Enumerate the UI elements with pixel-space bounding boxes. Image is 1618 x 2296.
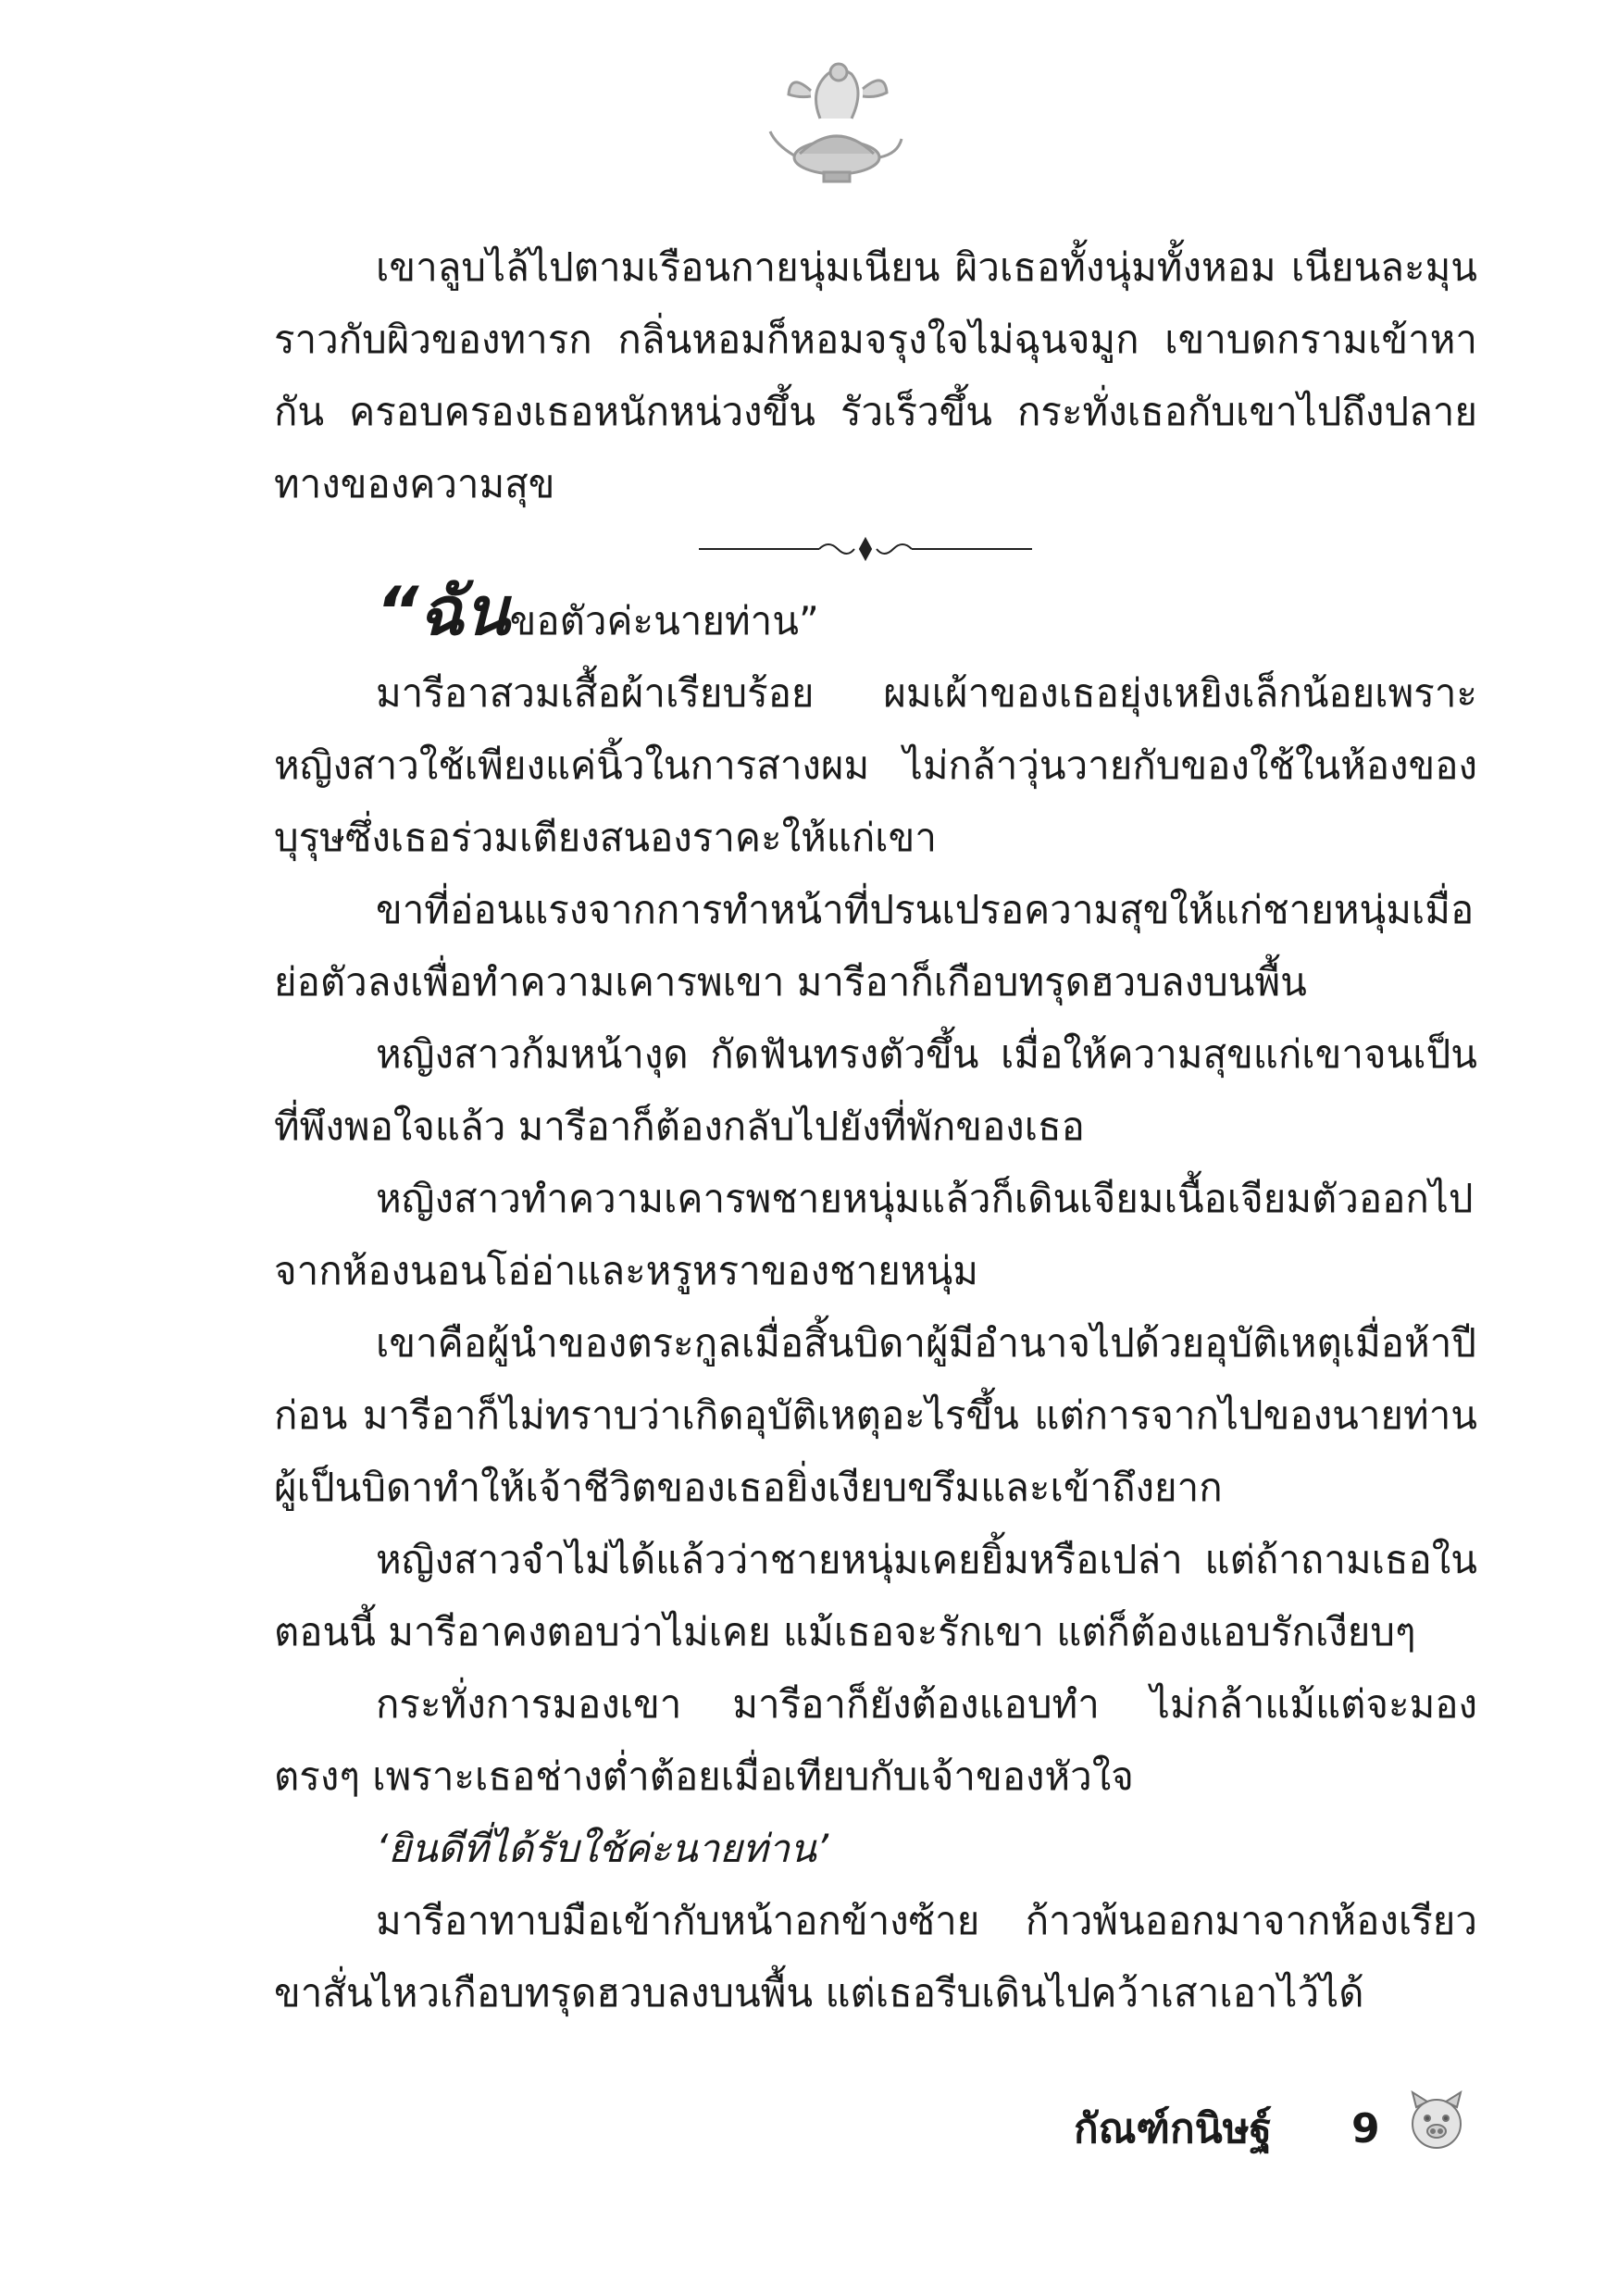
- paragraph: มารีอาสวมเสื้อผ้าเรียบร้อย ผมเผ้าของเธอยุ่งเหยิงเล็กน้อยเพราะหญิงสาวใช้เพียงแค่นิ้วในการสางผม ไม่กล้าวุ่นวายกับของใช้ในห้องของบุรุษซึ่งเธอร่วมเตียงสนองราคะให้แก่เขา: [274, 670, 1477, 860]
- chapter-text: [274, 572, 1477, 2029]
- paragraph: หญิงสาวทำความเคารพชายหนุ่มแล้วก็เดินเจียมเนื้อเจียมตัวออกไปจากห้องนอนโอ่อ่าและหรูหราของชายหนุ่ม: [274, 1176, 1474, 1293]
- paragraph: เขาคือผู้นำของตระกูลเมื่อสิ้นบิดาผู้มีอำนาจไปด้วยอุบัติเหตุเมื่อห้าปีก่อน มารีอาก็ไม่ทราบว่าเกิดอุบัติเหตุอะไรขึ้น แต่การจากไปของนายท่านผู้เป็นบิดาทำให้เจ้าชีวิตของเธอยิ่งเงียบขรึมและเข้าถึงยาก: [274, 1320, 1477, 1510]
- paragraph: มารีอาทาบมือเข้ากับหน้าอกข้างซ้าย ก้าวพ้นออกมาจากห้องเรียวขาสั่นไหวเกือบทรุดฮวบลงบนพื้น แต่เธอรีบเดินไปคว้าเสาเอาไว้ได้: [274, 1898, 1477, 2015]
- paragraph: หญิงสาวก้มหน้างุด กัดฟันทรงตัวขึ้น เมื่อให้ความสุขแก่เขาจนเป็นที่พึงพอใจแล้ว มารีอาก็ต้องกลับไปยังที่พักของเธอ: [274, 1031, 1477, 1149]
- paragraph: เขาลูบไล้ไปตามเรือนกายนุ่มเนียน ผิวเธอทั้งนุ่มทั้งหอม เนียนละมุนราวกับผิวของทารก กลิ่นหอมก็หอมจรุงใจไม่ฉุนจมูก เขาบดกรามเข้าหากัน ครอบครองเธอหนักหน่วงขึ้น รัวเร็วขึ้น กระทั่งเธอกับเขาไปถึงปลายทางของความสุข: [274, 244, 1477, 506]
- opening-line: [274, 572, 1477, 657]
- page-number: 9: [1351, 2105, 1380, 2152]
- italic-thought: ‘ยินดีที่ได้รับใช้ค่ะนายท่าน’: [376, 1826, 829, 1871]
- paragraph: ขาที่อ่อนแรงจากการทำหน้าที่ปรนเปรอความสุขให้แก่ชายหนุ่มเมื่อย่อตัวลงเพื่อทำความเคารพเขา มารีอาก็เกือบทรุดฮวบลงบนพื้น: [274, 887, 1475, 1004]
- paragraph: กระทั่งการมองเขา มารีอาก็ยังต้องแอบทำ ไม่กล้าแม้แต่จะมองตรงๆ เพราะเธอช่างต่ำต้อยเมื่อเทียบกับเจ้าของหัวใจ: [274, 1681, 1477, 1799]
- pig-mascot-icon: [1400, 2083, 1474, 2157]
- paragraph: หญิงสาวจำไม่ได้แล้วว่าชายหนุ่มเคยยิ้มหรือเปล่า แต่ถ้าถามเธอในตอนนี้ มารีอาคงตอบว่าไม่เคย แม้เธอจะรักเขา แต่ก็ต้องแอบรักเงียบๆ: [274, 1537, 1477, 1654]
- dropcap: “ฉัน: [376, 572, 510, 650]
- cupid-teapot-ornament-icon: [763, 54, 911, 193]
- book-title: กัณฑ์กนิษฐ์: [1074, 2105, 1272, 2152]
- opening-text: [274, 231, 1477, 520]
- opening-line-rest: ขอตัวค่ะนายท่าน”: [509, 598, 819, 643]
- flourish-divider-icon: [699, 535, 1032, 563]
